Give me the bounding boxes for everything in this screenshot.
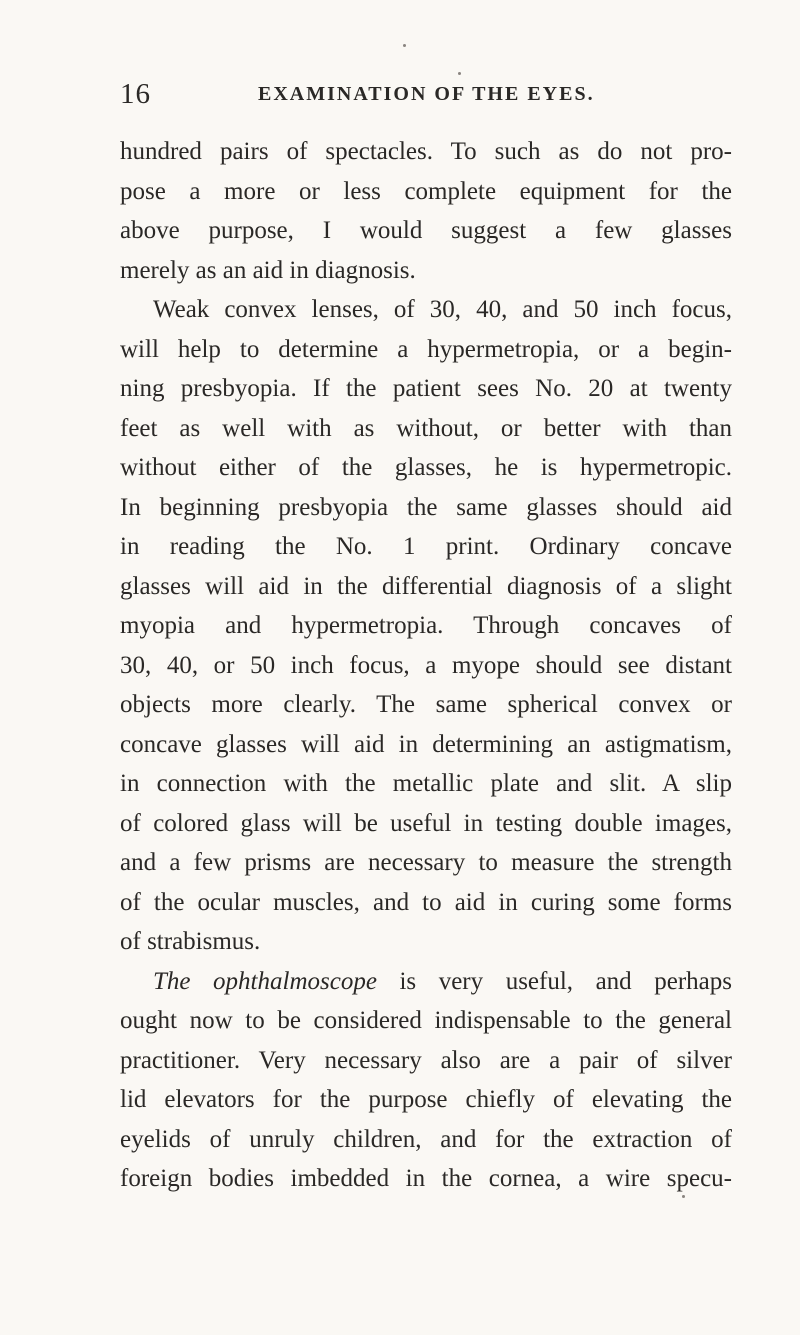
text-line: will help to determine a hypermetropia, or a begin- (120, 335, 732, 363)
paper-speck (682, 1195, 685, 1198)
text-line: feet as well with as without, or better with than (120, 414, 732, 442)
text-line: of the ocular muscles, and to aid in curing some forms (120, 888, 732, 916)
text-line: foreign bodies imbedded in the cornea, a wire specu- (120, 1165, 732, 1192)
page-number: 16 (120, 78, 151, 110)
text-line: eyelids of unruly children, and for the extraction of (120, 1125, 732, 1153)
paper-speck (403, 44, 406, 47)
text-line: of strabismus. (120, 928, 261, 955)
text-line: of colored glass will be useful in testing double images, (120, 809, 732, 837)
page-header (120, 78, 720, 118)
text-line: myopia and hypermetropia. Through concaves of (120, 612, 732, 639)
text-line: in connection with the metallic plate and slit. A slip (120, 770, 732, 797)
text-line: and a few prisms are necessary to measure the strength (120, 849, 732, 876)
text-line: pose a more or less complete equipment for the (120, 177, 732, 205)
text-line: hundred pairs of spectacles. To such as do not pro- (120, 138, 732, 165)
text-line: above purpose, I would suggest a few glasses (120, 217, 732, 244)
text-line: 30, 40, or 50 inch focus, a myope should see distant (120, 651, 732, 679)
text-line: merely as an aid in diagnosis. (120, 256, 416, 284)
text-line: lid elevators for the purpose chiefly of elevating the (120, 1086, 732, 1113)
body-text (120, 132, 732, 1199)
text-line: glasses will aid in the differential diagnosis of a slight (120, 572, 732, 600)
paragraph-first-line (120, 962, 732, 1002)
paper-speck (458, 72, 461, 75)
text-line: In beginning presbyopia the same glasses should aid (120, 493, 732, 521)
text-line: ning presbyopia. If the patient sees No. 20 at twenty (120, 375, 732, 402)
text-line: ought now to be considered indispensable to the general (120, 1007, 732, 1034)
running-title: EXAMINATION OF THE EYES. (258, 83, 595, 105)
text-line: practitioner. Very necessary also are a pair of silver (120, 1046, 732, 1074)
italic-term: The ophthalmoscope (153, 967, 377, 995)
text-line: concave glasses will aid in determining an astigmatism, (120, 730, 732, 758)
text-line: in reading the No. 1 print. Ordinary concave (120, 533, 732, 560)
text-line: objects more clearly. The same spherical convex or (120, 691, 732, 718)
paragraph-first-line: Weak convex lenses, of 30, 40, and 50 inch focus, (153, 296, 732, 323)
text-line: without either of the glasses, he is hypermetropic. (120, 454, 732, 481)
text-line-remainder: is very useful, and perhaps (399, 967, 732, 995)
